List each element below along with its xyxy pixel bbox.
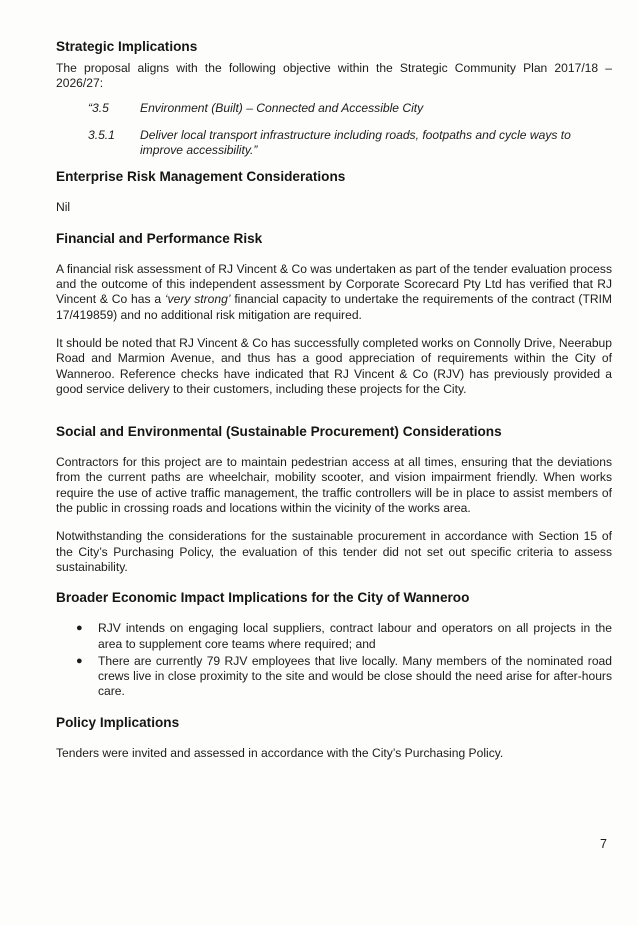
policy-heading: Policy Implications: [56, 714, 180, 730]
policy-section: [56, 714, 612, 761]
objective-quote: [88, 101, 612, 159]
page-number: 7: [600, 837, 607, 851]
social-section: [56, 423, 612, 575]
objective-number: 3.5.1: [88, 127, 115, 142]
financial-paragraph-1: [56, 262, 612, 323]
list-item: [76, 654, 612, 700]
objective-item: [88, 101, 612, 116]
bullet-text: RJV intends on engaging local suppliers, contract labour and operators on all projects in the area to supplement core teams where required; and: [98, 621, 612, 651]
financial-paragraph-2: It should be noted that RJ Vincent & Co has successfully completed works on Connolly Drive, Neerabup Road and Marmion Avenue, and thus has a good appreciation of requirements within the City of Wanneroo. Reference checks have indicated that RJ Vincent & Co (RJV) has previously provided a good service delivery to their customers, including these projects for the City.: [56, 335, 612, 396]
financial-rating: ‘very strong’: [164, 292, 231, 307]
strategic-section: [56, 38, 612, 158]
objective-item: [88, 128, 612, 159]
enterprise-heading: Enterprise Risk Management Considerations: [56, 169, 346, 185]
social-heading: Social and Environmental (Sustainable Procurement) Considerations: [56, 424, 502, 440]
enterprise-section: [56, 168, 612, 215]
document-page: [56, 38, 612, 761]
economic-bullet-list: [76, 621, 612, 699]
bullet-text: There are currently 79 RJV employees that live locally. Many members of the nominated road crews live in close proximity to the site and would be close should the need arise for after-hours care.: [98, 653, 612, 699]
economic-heading: Broader Economic Impact Implications for the City of Wanneroo: [56, 590, 470, 606]
financial-p1-end: financial capacity to undertake the requirements of the contract (TRIM 17/419859) and no additional risk mitigation are required.: [56, 292, 613, 322]
policy-body: Tenders were invited and assessed in accordance with the City’s Purchasing Policy.: [56, 745, 504, 760]
bullet-icon: ●: [76, 654, 83, 667]
objective-text: Deliver local transport infrastructure including roads, footpaths and cycle ways to improve accessibility.”: [140, 127, 571, 158]
social-paragraph-2: Notwithstanding the considerations for the sustainable procurement in accordance with Section 15 of the City’s Purchasing Policy, the evaluation of this tender did not set out specific criteria to assess sustainability.: [56, 529, 612, 574]
financial-p1-start: A financial risk assessment of RJ Vincent & Co was undertaken as part of the tender evaluation process and the outcome of this independent assessment by Corporate Scorecard Pty Ltd has verified that RJ Vincent & Co has a: [56, 261, 612, 307]
list-item: [76, 621, 612, 652]
strategic-heading: Strategic Implications: [56, 39, 198, 54]
objective-number: “3.5: [88, 100, 109, 115]
objective-text: Environment (Built) – Connected and Accessible City: [140, 100, 424, 115]
financial-heading: Financial and Performance Risk: [56, 230, 263, 246]
social-paragraph-1: Contractors for this project are to maintain pedestrian access at all times, ensuring that the deviations from the current paths are wheelchair, mobility scooter, and vision impairment friendly. When works require the use of active traffic management, the traffic controllers will be in place to assist members of the public in crossing roads and locations within the vicinity of the works area.: [56, 455, 612, 516]
strategic-intro: The proposal aligns with the following objective within the Strategic Community Plan 2017/18 – 2026/27:: [56, 61, 612, 91]
bullet-icon: ●: [76, 622, 83, 635]
financial-section: [56, 230, 612, 397]
economic-section: [56, 589, 612, 699]
enterprise-body: Nil: [56, 200, 71, 215]
